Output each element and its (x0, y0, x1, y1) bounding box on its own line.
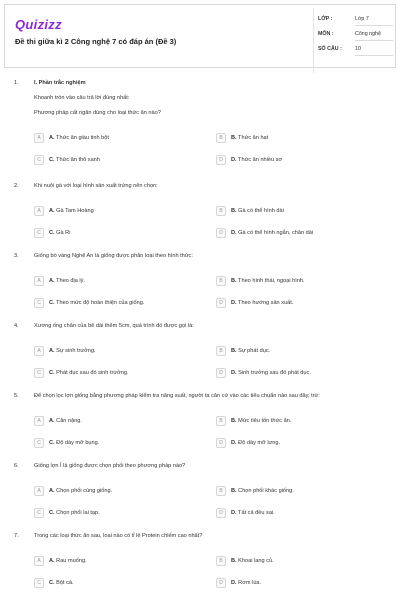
option-label (231, 580, 261, 586)
option-letter: B. (231, 134, 237, 141)
quizizz-logo: Quizizz (15, 17, 62, 32)
question-text: Phương pháp cất ngăn dùng cho loại thức ăn nào? (34, 110, 161, 116)
option-letter: C. (49, 579, 55, 586)
option-letter: A. (49, 207, 55, 214)
meta-count-value: 10 (355, 46, 361, 52)
option-key-badge: C (34, 508, 44, 518)
option-text: Gà Ri (56, 229, 71, 236)
answer-option-c[interactable] (34, 298, 204, 308)
option-text: Gà có thể hình ngắn, chân dài (238, 229, 314, 236)
option-letter: D. (231, 369, 237, 376)
option-label (231, 208, 284, 214)
answer-option-d[interactable] (216, 508, 386, 518)
option-letter: A. (49, 347, 55, 354)
option-key-badge: C (34, 368, 44, 378)
meta-class-value: Lớp 7 (355, 16, 369, 22)
option-letter: B. (231, 487, 237, 494)
option-letter: B. (231, 207, 237, 214)
option-letter: C. (49, 229, 55, 236)
option-letter: A. (49, 487, 55, 494)
option-key-badge: B (216, 556, 226, 566)
option-letter: A. (49, 557, 55, 564)
option-key-badge: D (216, 438, 226, 448)
meta-count-label: SỐ CÂU : (318, 46, 342, 52)
worksheet-title: Đề thi giữa kì 2 Công nghệ 7 có đáp án (Đề 3) (15, 37, 177, 46)
option-text: Sự sinh trưởng. (56, 347, 96, 354)
option-label (49, 157, 100, 163)
option-key-badge: B (216, 276, 226, 286)
option-label (49, 278, 85, 284)
option-letter: D. (231, 156, 237, 163)
option-label (231, 157, 282, 163)
option-key-badge: B (216, 416, 226, 426)
question-number: 2. (14, 183, 19, 189)
option-label (49, 348, 96, 354)
option-key-badge: C (34, 578, 44, 588)
option-key-badge: A (34, 276, 44, 286)
option-key-badge: A (34, 206, 44, 216)
meta-subject-value: Công nghệ (355, 31, 381, 37)
option-label (49, 370, 129, 376)
option-text: Tất cả đều sai. (238, 509, 275, 516)
option-label (49, 440, 99, 446)
option-key-badge: A (34, 133, 44, 143)
option-key-badge: C (34, 228, 44, 238)
answer-option-a[interactable] (34, 276, 204, 286)
option-text: Chọn phối khác giống. (238, 487, 294, 494)
option-text: Sự phát dục. (238, 347, 271, 354)
answer-option-c[interactable] (34, 368, 204, 378)
option-text: Bột cá. (56, 579, 74, 586)
option-text: Độ dày mỡ lưng. (238, 439, 281, 446)
answer-option-d[interactable] (216, 298, 386, 308)
option-letter: C. (49, 439, 55, 446)
option-label (231, 348, 270, 354)
option-letter: B. (231, 277, 237, 284)
option-text: Chọn phối cùng giống. (56, 487, 113, 494)
answer-option-b[interactable] (216, 276, 386, 286)
answer-option-b[interactable] (216, 346, 386, 356)
option-label (231, 278, 305, 284)
answer-option-b[interactable] (216, 206, 386, 216)
option-label (231, 300, 293, 306)
option-key-badge: A (34, 416, 44, 426)
option-letter: D. (231, 229, 237, 236)
option-key-badge: B (216, 346, 226, 356)
answer-option-a[interactable] (34, 346, 204, 356)
option-label (231, 230, 313, 236)
option-label (231, 510, 275, 516)
option-key-badge: C (34, 155, 44, 165)
option-key-badge: B (216, 206, 226, 216)
meta-class-label: LỚP : (318, 16, 333, 22)
option-label (231, 418, 291, 424)
question-number: 4. (14, 323, 19, 329)
option-letter: A. (49, 417, 55, 424)
option-text: Gà Tam Hoàng (56, 207, 94, 214)
answer-option-a[interactable] (34, 556, 204, 566)
option-text: Gà có thể hình dài (238, 207, 284, 214)
option-label (49, 230, 70, 236)
option-letter: B. (231, 417, 237, 424)
option-text: Theo hình thái, ngoại hình. (238, 277, 305, 284)
option-key-badge: D (216, 298, 226, 308)
option-text: Theo địa lý. (56, 277, 85, 284)
option-label (49, 208, 94, 214)
answer-option-c[interactable] (34, 155, 204, 165)
question-text: Trong các loại thức ăn sau, loại nào có tỉ lệ Protein chiếm cao nhất? (34, 533, 203, 539)
option-text: Cân nặng. (56, 417, 82, 424)
option-letter: A. (49, 277, 55, 284)
option-key-badge: D (216, 578, 226, 588)
option-text: Sinh trưởng sau đó phát dục. (238, 369, 311, 376)
option-key-badge: D (216, 508, 226, 518)
option-label (49, 135, 109, 141)
answer-option-d[interactable] (216, 368, 386, 378)
answer-option-d[interactable] (216, 228, 386, 238)
answer-option-b[interactable] (216, 133, 386, 143)
option-key-badge: B (216, 486, 226, 496)
answer-option-c[interactable] (34, 438, 204, 448)
question-text: Giống bò vàng Nghệ An là giống được phân loại theo hình thức: (34, 253, 193, 259)
option-key-badge: C (34, 298, 44, 308)
option-label (49, 488, 112, 494)
answer-option-b[interactable] (216, 556, 386, 566)
option-text: Thức ăn thô xanh (56, 156, 100, 163)
question-text: Giống lợn Ỉ là giống được chọn phối theo phương pháp nào? (34, 463, 186, 469)
option-label (49, 580, 74, 586)
option-text: Rơm lúa. (238, 579, 262, 586)
option-letter: B. (231, 347, 237, 354)
option-letter: C. (49, 509, 55, 516)
option-label (231, 370, 311, 376)
answer-option-b[interactable] (216, 486, 386, 496)
question-number: 1. (14, 80, 19, 86)
answer-option-a[interactable] (34, 206, 204, 216)
answer-option-c[interactable] (34, 228, 204, 238)
question-text: Để chọn lọc lợn giống bằng phương pháp kiểm tra năng suất, người ta căn cứ vào các tiêu chuẩn nào sau đây, trừ: (34, 393, 320, 399)
option-key-badge: D (216, 155, 226, 165)
option-label (49, 510, 100, 516)
answer-option-d[interactable] (216, 578, 386, 588)
answer-option-c[interactable] (34, 578, 204, 588)
option-text: Mức tiêu tốn thức ăn. (238, 417, 292, 424)
option-key-badge: A (34, 556, 44, 566)
section-heading: I. Phần trắc nghiệm (34, 80, 86, 86)
option-text: Rau muống. (56, 557, 87, 564)
option-letter: A. (49, 134, 55, 141)
option-label (49, 418, 82, 424)
option-letter: C. (49, 156, 55, 163)
option-letter: C. (49, 369, 55, 376)
option-text: Phát dục sau đó sinh trưởng. (56, 369, 129, 376)
option-text: Theo mức độ hoàn thiện của giống. (56, 299, 145, 306)
answer-option-c[interactable] (34, 508, 204, 518)
option-key-badge: D (216, 228, 226, 238)
option-label (231, 558, 274, 564)
option-text: Độ dày mỡ bụng. (56, 439, 100, 446)
question-number: 6. (14, 463, 19, 469)
option-letter: D. (231, 509, 237, 516)
option-label (49, 300, 144, 306)
question-text: Khi nuôi gà với loại hình sản xuất trứng nên chọn: (34, 183, 158, 189)
option-text: Khoai lang củ. (238, 557, 274, 564)
meta-subject-label: MÔN : (318, 31, 334, 37)
option-text: Chọn phối lai tạp. (56, 509, 100, 516)
answer-option-a[interactable] (34, 133, 204, 143)
option-label (49, 558, 87, 564)
question-text: Xương ống chân của bê dài thêm 5cm, quá trình đó được gọi là: (34, 323, 194, 329)
option-letter: C. (49, 299, 55, 306)
option-key-badge: B (216, 133, 226, 143)
answer-option-d[interactable] (216, 438, 386, 448)
option-letter: D. (231, 299, 237, 306)
answer-option-d[interactable] (216, 155, 386, 165)
option-label (231, 135, 268, 141)
answer-option-a[interactable] (34, 486, 204, 496)
question-number: 5. (14, 393, 19, 399)
option-key-badge: A (34, 486, 44, 496)
option-key-badge: D (216, 368, 226, 378)
answer-option-b[interactable] (216, 416, 386, 426)
option-letter: D. (231, 439, 237, 446)
option-text: Thức ăn giàu tinh bột (56, 134, 109, 141)
option-text: Thức ăn hạt (238, 134, 269, 141)
option-label (231, 488, 294, 494)
option-key-badge: C (34, 438, 44, 448)
option-label (231, 440, 280, 446)
answer-option-a[interactable] (34, 416, 204, 426)
option-key-badge: A (34, 346, 44, 356)
option-text: Theo hướng sản xuất. (238, 299, 294, 306)
header-divider (313, 9, 314, 73)
question-number: 7. (14, 533, 19, 539)
option-text: Thức ăn nhiều sơ (238, 156, 283, 163)
option-letter: B. (231, 557, 237, 564)
option-letter: D. (231, 579, 237, 586)
question-text: Khoanh tròn vào câu trả lời đúng nhất: (34, 95, 130, 101)
question-number: 3. (14, 253, 19, 259)
